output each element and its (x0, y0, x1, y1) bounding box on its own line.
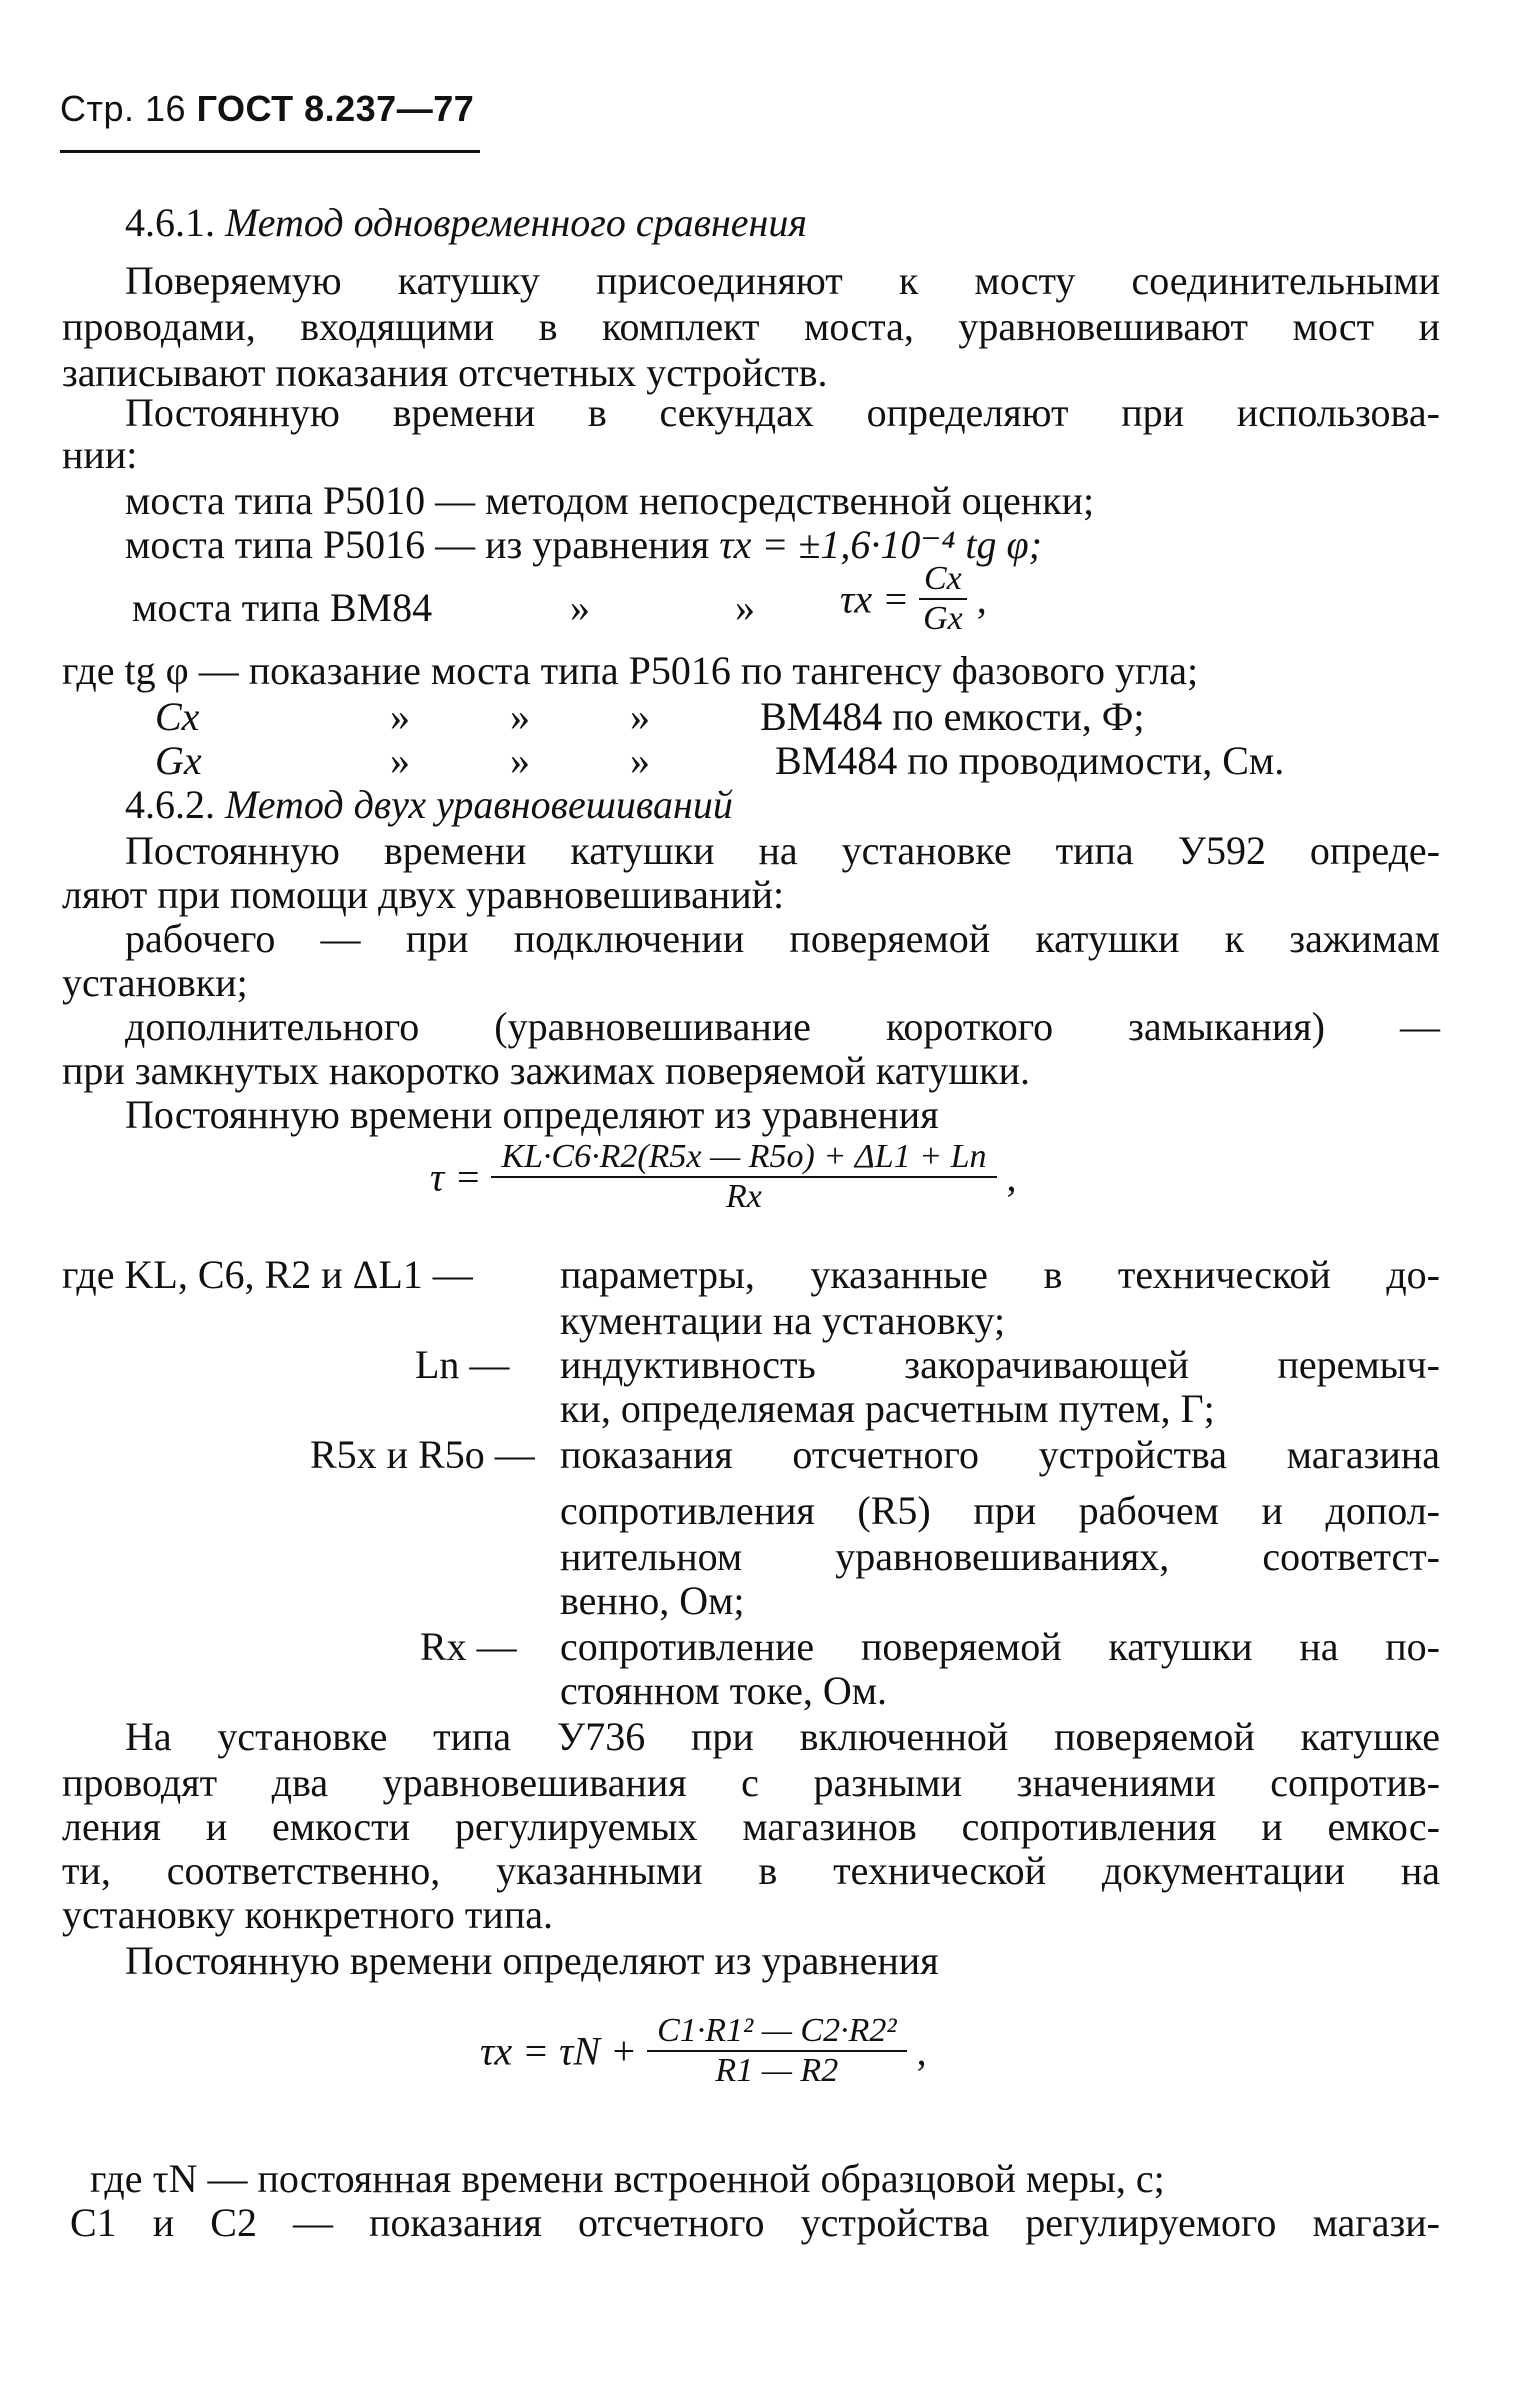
equation-taux (480, 2012, 927, 2090)
equation-tau (430, 1138, 1017, 1216)
text-line: ления и емкости регулируемых магазинов сопротивления и емкос- (62, 1804, 1440, 1849)
where-text: стоянном токе, Ом. (560, 1668, 888, 1713)
text-line: Постоянную времени в секундах определяют при использова- (125, 390, 1440, 435)
text-line: ляют при помощи двух уравновешиваний: (62, 872, 785, 917)
where-text: ВМ484 по проводимости, См. (775, 738, 1285, 783)
numerator: KL·C6·R2(R5x — R5o) + ΔL1 + Ln (501, 1138, 987, 1175)
section-number: 4.6.2. (125, 782, 215, 827)
text-line: Постоянную времени определяют из уравнения (125, 1092, 939, 1137)
equation-comma: , (916, 2028, 927, 2074)
where-text: сопротивление поверяемой катушки на по- (560, 1624, 1440, 1669)
where-text: ки, определяемая расчетным путем, Г; (560, 1386, 1215, 1431)
text-line: Поверяемую катушку присоединяют к мосту соединительными (125, 258, 1440, 303)
text-line: дополнительного (уравновешивание короткого замыкания) — (125, 1004, 1440, 1049)
section-number: 4.6.1. (125, 200, 215, 245)
equation-inline: τx = ±1,6·10⁻⁴ tg φ; (719, 522, 1042, 567)
where-text: кументации на установку; (560, 1298, 1006, 1343)
where-line: C1 и C2 — показания отсчетного устройства регулируемого магази- (70, 2200, 1440, 2245)
section-462-heading (125, 782, 733, 828)
where-symbol: где KL, C6, R2 и ΔL1 — (62, 1252, 473, 1297)
text-line: установку конкретного типа. (62, 1892, 553, 1937)
page-number: Стр. 16 (60, 88, 187, 129)
where-text: ВМ484 по емкости, Ф; (760, 694, 1145, 739)
where-text: сопротивления (R5) при рабочем и допол- (560, 1488, 1440, 1533)
bridge-label: моста типа Р5016 — из уравнения (125, 522, 710, 567)
where-symbol: R5x и R5o — (310, 1432, 535, 1477)
where-text: параметры, указанные в технической до- (560, 1252, 1440, 1297)
text-line: рабочего — при подключении поверяемой катушки к зажимам (125, 916, 1440, 961)
text-line: Постоянную времени катушки на установке типа У592 опреде- (125, 828, 1440, 873)
denominator: R1 — R2 (715, 2052, 839, 2089)
equation-lhs: τx = τN + (480, 2028, 638, 2074)
equation-lhs: τx = (840, 576, 910, 622)
where-line: где tg φ — показание моста типа Р5016 по тангенсу фазового угла; (62, 648, 1199, 693)
equation-comma: , (1006, 1154, 1017, 1200)
ditto-mark: » (735, 585, 755, 630)
fraction (647, 2012, 907, 2090)
fraction (919, 560, 967, 638)
section-461-heading (125, 200, 807, 246)
text-line: проводами, входящими в комплект моста, уравновешивают мост и (62, 304, 1440, 349)
bridge-item: моста типа Р5010 — методом непосредственной оценки; (125, 478, 1095, 523)
where-line: где τN — постоянная времени встроенной образцовой меры, с; (90, 2156, 1165, 2201)
where-text: индуктивность закорачивающей перемыч- (560, 1342, 1440, 1387)
bridge-label: моста типа ВМ84 (132, 585, 433, 630)
section-title: Метод двух уравновешиваний (225, 782, 733, 827)
ditto-mark: » (570, 585, 590, 630)
text-line: ти, соответственно, указанными в технической документации на (62, 1848, 1440, 1893)
text-line: установки; (62, 960, 248, 1005)
where-symbol: Gx (155, 738, 202, 783)
section-title: Метод одновременного сравнения (225, 200, 807, 245)
denominator: Gx (923, 600, 963, 637)
ditto-marks: » » » (390, 694, 650, 739)
equation-comma: , (976, 576, 987, 622)
where-symbol: Ln — (415, 1342, 510, 1387)
numerator: C1·R1² — C2·R2² (657, 2012, 897, 2049)
numerator: Cx (924, 560, 962, 597)
where-text: венно, Ом; (560, 1578, 745, 1623)
text-line: записывают показания отсчетных устройств. (62, 350, 828, 395)
equation-bm84 (840, 560, 987, 638)
page-header (60, 88, 474, 130)
text-line: Постоянную времени определяют из уравнения (125, 1938, 939, 1983)
text-line: нии: (62, 432, 138, 477)
ditto-marks: » » » (390, 738, 650, 783)
equation-lhs: τ = (430, 1154, 482, 1200)
denominator: Rx (725, 1178, 762, 1215)
header-rule (60, 150, 480, 153)
where-symbol: Cx (155, 694, 200, 739)
text-line: проводят два уравновешивания с разными значениями сопротив- (62, 1760, 1440, 1805)
where-symbol: Rx — (420, 1624, 517, 1669)
text-line: при замкнутых накоротко зажимах поверяемой катушки. (62, 1048, 1031, 1093)
standard-code: ГОСТ 8.237—77 (196, 88, 475, 129)
where-text: нительном уравновешиваниях, соответст- (560, 1534, 1440, 1579)
text-line: На установке типа У736 при включенной поверяемой катушке (125, 1714, 1440, 1759)
where-text: показания отсчетного устройства магазина (560, 1432, 1440, 1477)
fraction (491, 1138, 996, 1216)
